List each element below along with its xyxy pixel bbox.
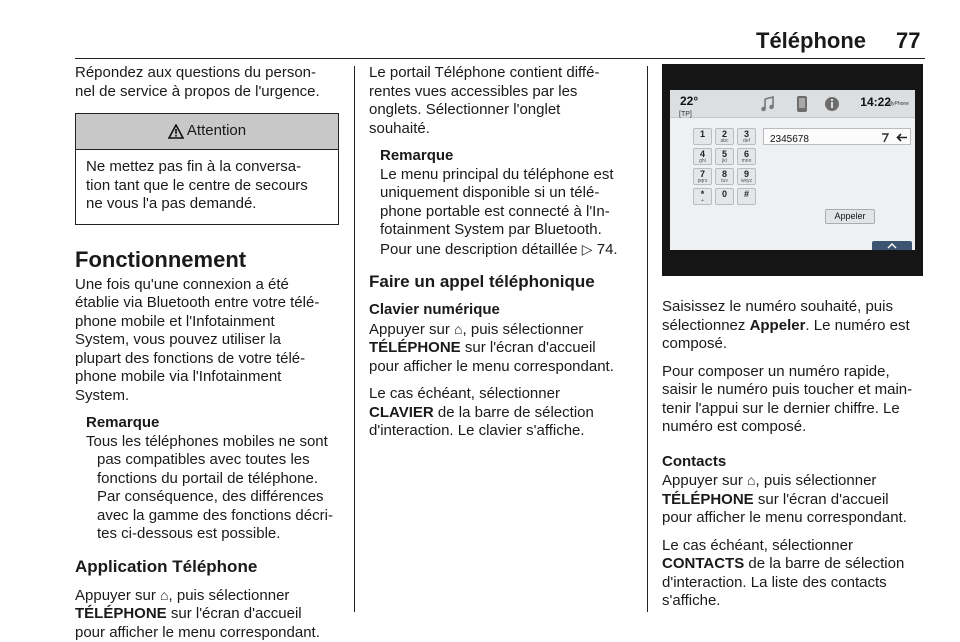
- keypad-key[interactable]: 1: [693, 128, 712, 145]
- infotainment-screen-photo: [662, 64, 923, 276]
- warning-icon: [168, 124, 184, 139]
- keypad-key[interactable]: 0: [715, 188, 734, 205]
- note-compatibility: Remarque Tous les téléphones mobiles ne sont pas compatibles avec toutes les fonctions du portail de téléphone. Par conséquence, des différences avec la gamme des fonctions décri- tes ci-dessous est possible.: [86, 414, 333, 542]
- heading-fonctionnement: Fonctionnement: [75, 246, 247, 272]
- backspace-icon[interactable]: [896, 132, 908, 143]
- attention-box: [75, 113, 339, 225]
- call-button[interactable]: Appeler: [825, 209, 875, 224]
- clavier-section: [369, 301, 637, 320]
- keypad-key[interactable]: 4 ghi: [693, 148, 712, 165]
- heading-clavier: Clavier numérique: [369, 301, 500, 318]
- page-number: 77: [896, 28, 921, 53]
- connected-device-name: MyPhone: [887, 101, 909, 107]
- column-2: [369, 64, 637, 450]
- home-icon: ⌂: [747, 472, 756, 488]
- heading-faire-appel: Faire un appel téléphonique: [369, 272, 595, 291]
- temperature: 22°: [680, 94, 699, 108]
- keypad-key[interactable]: 6 mno: [737, 148, 756, 165]
- keypad-key[interactable]: 8 tuv: [715, 168, 734, 185]
- page-reference-icon: ▷: [581, 240, 593, 257]
- speed-dial-paragraph: Pour composer un numéro rapide, saisir le numéro puis toucher et main- tenir l'appui sur le dernier chiffre. Le numéro est composé.: [662, 362, 913, 435]
- clavier-paragraph-2: Le cas échéant, sélectionner CLAVIER de la barre de sélection d'interaction. Le clavier s'affiche.: [369, 385, 594, 439]
- intro-paragraph: Répondez aux questions du person- nel de service à propos de l'urgence.: [75, 64, 320, 100]
- attention-header: [76, 114, 338, 150]
- keypad-key[interactable]: 9 wxyz: [737, 168, 756, 185]
- contacts-section: [662, 453, 930, 472]
- keypad-key[interactable]: 2 abc: [715, 128, 734, 145]
- attention-body: Ne mettez pas fin à la conversa- tion tant que le centre de secours ne vous l'a pas demandé.: [86, 158, 308, 212]
- chevron-up-icon: [887, 243, 897, 249]
- screen-top-bar: [670, 90, 915, 118]
- heading-contacts: Contacts: [662, 452, 727, 470]
- note-main-menu: Remarque Le menu principal du téléphone est uniquement disponible si un télé- phone portable est connecté à l'In- fotainment System par Bluetooth. Pour une description détaillée ▷ 74.: [380, 147, 618, 258]
- contacts-paragraph-1: Appuyer sur ⌂, puis sélectionner TÉLÉPHONE sur l'écran d'accueil pour afficher le menu correspondant.: [662, 472, 907, 526]
- heading-application-telephone: Application Téléphone: [75, 556, 258, 576]
- app-paragraph: Appuyer sur ⌂, puis sélectionner TÉLÉPHONE sur l'écran d'accueil pour afficher le menu correspondant.: [75, 586, 320, 641]
- hook-icon[interactable]: [880, 132, 890, 143]
- home-icon: ⌂: [454, 320, 463, 337]
- tp-indicator: [TP]: [679, 111, 692, 118]
- phone-keypad-screen: [670, 90, 915, 250]
- column-divider-2: [647, 66, 648, 612]
- keypad-key[interactable]: 5 jkl: [715, 148, 734, 165]
- keypad-key[interactable]: 7 pqrs: [693, 168, 712, 185]
- number-input-field[interactable]: [763, 128, 911, 145]
- keypad-key[interactable]: 3 def: [737, 128, 756, 145]
- header-rule: [75, 58, 925, 59]
- column-divider-1: [354, 66, 355, 612]
- column-3: [662, 64, 930, 620]
- keypad-key[interactable]: * +: [693, 188, 712, 205]
- phone-tab-icon[interactable]: [792, 95, 812, 113]
- page-header-title: Téléphone: [756, 28, 867, 53]
- portal-paragraph: Le portail Téléphone contient diffé- rentes vues accessibles par les onglets. Sélectionner l'onglet souhaité.: [369, 64, 600, 137]
- enter-number-paragraph: Saisissez le numéro souhaité, puis sélectionnez Appeler. Le numéro est composé.: [662, 298, 910, 352]
- dialed-number: 2345678: [770, 134, 809, 145]
- keypad-key[interactable]: #: [737, 188, 756, 205]
- expand-panel-handle[interactable]: [872, 241, 912, 250]
- music-note-icon[interactable]: [758, 95, 778, 113]
- attention-title: Attention: [186, 122, 247, 140]
- clock: 14:22: [860, 95, 891, 109]
- home-icon: ⌂: [160, 586, 169, 603]
- fonctionnement-paragraph: Une fois qu'une connexion a été établie via Bluetooth entre votre télé- phone mobile et l'Infotainment System, vous pouvez utiliser la plupart des fonctions de votre télé- phone mobile via l'Infotainment System.: [75, 275, 320, 404]
- contacts-paragraph-2: Le cas échéant, sélectionner CONTACTS de la barre de sélection d'interaction. La liste des contacts s'affiche.: [662, 536, 905, 609]
- clavier-paragraph-1: Appuyer sur ⌂, puis sélectionner TÉLÉPHONE sur l'écran d'accueil pour afficher le menu correspondant.: [369, 320, 614, 375]
- info-icon[interactable]: [822, 95, 842, 113]
- column-1: [75, 64, 343, 642]
